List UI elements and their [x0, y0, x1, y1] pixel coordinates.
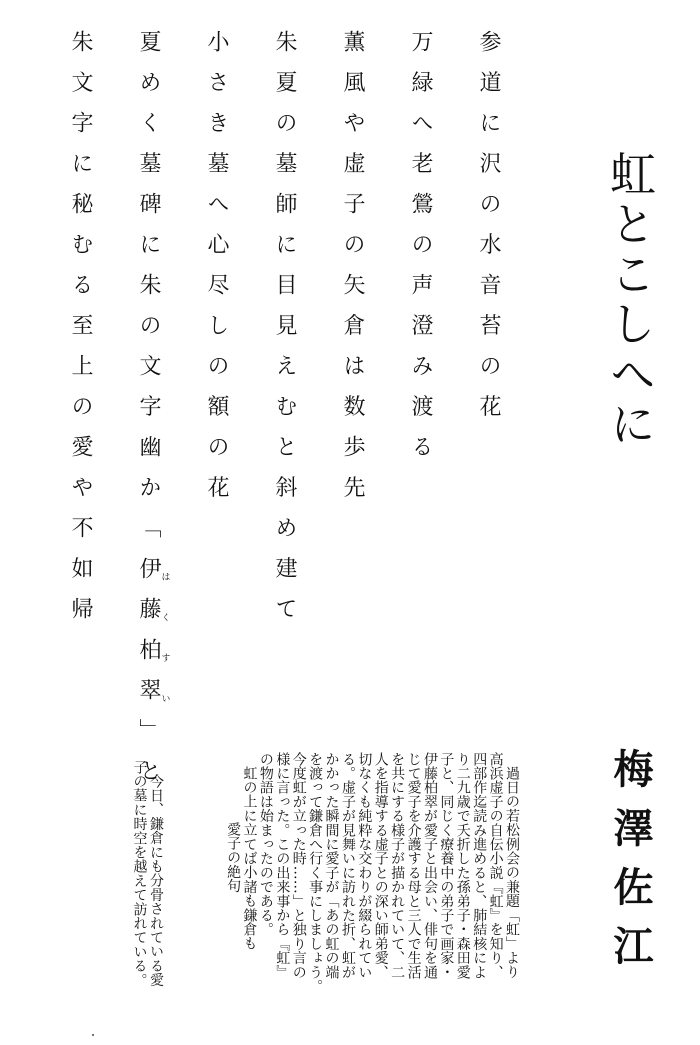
ruby-reading: く	[159, 597, 170, 638]
ruby-base: 柏	[136, 637, 161, 678]
prose-line: り二九歳で夭折した孫弟子・森田愛	[454, 752, 471, 980]
author-name: 梅澤佐江	[607, 748, 654, 984]
afterword-line: 子の墓に時空を越えて訪れている。	[131, 760, 148, 988]
haiku-line: 小さき墓へ心尽しの額の花	[204, 30, 229, 516]
haiku-line: 朱夏の墓師に目見えむと斜め建て	[272, 30, 297, 638]
ruby-reading: は	[159, 556, 170, 597]
prose-section	[170, 752, 520, 1022]
haiku-line: 薫風や虚子の矢倉は数歩先	[340, 30, 365, 516]
prose-line: かかった瞬間に愛子が「あの虹の端	[323, 752, 340, 980]
prose-line: じて愛子を介護する母と三人で生活	[405, 752, 422, 980]
prose-line: 切なくも純粋な交わりが綴られてい	[356, 752, 373, 980]
prose-line: 人を指導する虚子との深い師弟愛、	[372, 752, 389, 980]
haiku-text: 夏めく墓碑に朱の文字幽か「	[136, 30, 161, 557]
quote-attribution: 愛子の絶句	[225, 822, 242, 893]
haiku-line: 朱文字に秘むる至上の愛や不如帰	[68, 30, 93, 638]
quoted-haiku: 虹の上に立てば小諸も鎌倉も	[241, 766, 258, 951]
print-mark	[92, 1034, 94, 1036]
haiku-line	[114, 30, 182, 800]
ruby-reading: す	[159, 637, 170, 678]
ruby-base: 藤	[136, 597, 161, 638]
prose-line: る。虚子が見舞いに訪れた折、虹が	[339, 752, 356, 980]
ruby-char	[136, 637, 170, 679]
prose-line: 子と、同じく療養中の弟子で画家・	[438, 752, 455, 980]
ruby-char	[136, 597, 170, 638]
ruby-char	[136, 556, 170, 598]
ruby-reading: い	[159, 678, 170, 719]
prose-line: を共にする様子が描かれていて、二	[389, 752, 406, 980]
prose-line: の物語は始まったのである。	[257, 752, 274, 937]
haiku-section	[68, 30, 522, 800]
page-title: 虹とこしへに	[603, 150, 657, 450]
prose-line: 四部作迄読み進めると、肺結核によ	[471, 752, 488, 980]
prose-line: 伊藤柏翠が愛子と出会い、俳句を通	[421, 752, 438, 980]
afterword-section	[86, 760, 164, 1020]
ruby-base: 翠	[136, 678, 161, 719]
prose-line: を渡って鎌倉へ行く事にしましょう。	[307, 752, 324, 994]
prose-line: 今度虹が立った時……」と独り言の	[290, 752, 307, 980]
prose-line: 様に言った。この出来事から『虹』	[274, 752, 291, 980]
ruby-char	[136, 678, 170, 719]
ruby-base: 伊	[136, 556, 161, 597]
prose-line: 高浜虚子の自伝小説『虹』を知り、	[487, 752, 504, 980]
haiku-text: 」と	[136, 718, 161, 800]
haiku-line: 参道に沢の水音苔の花	[476, 30, 501, 435]
prose-line: 過日の若松例会の兼題「虹」より	[504, 766, 520, 979]
haiku-line: 万緑へ老鶯の声澄み渡る	[408, 30, 433, 476]
afterword-line: 今日、鎌倉にも分骨されている愛	[148, 774, 164, 987]
